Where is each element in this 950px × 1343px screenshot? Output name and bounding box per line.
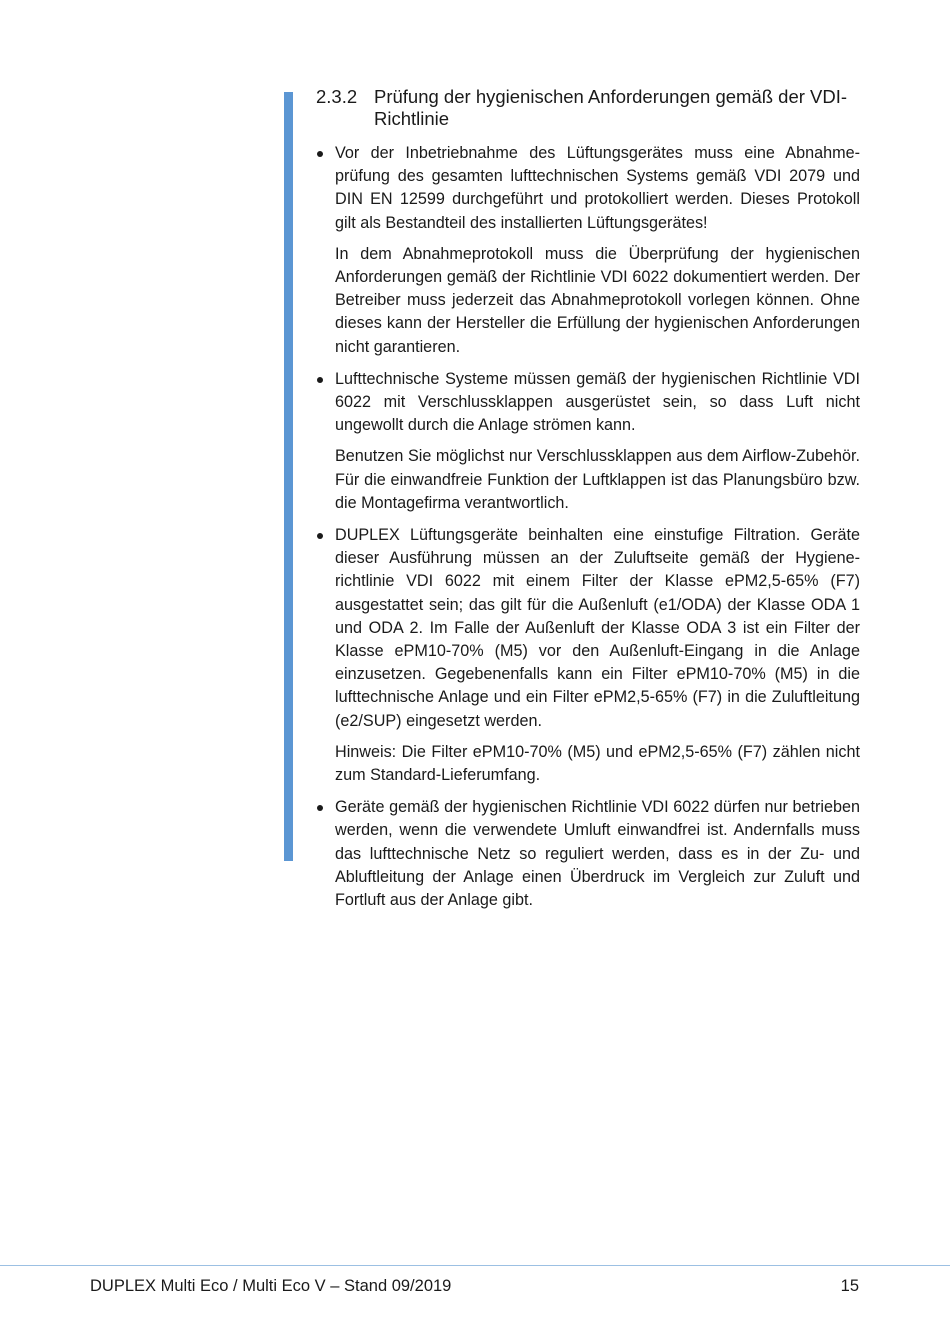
paragraph: In dem Abnahmeprotokoll muss die Überprüfung der hygienischen Anforderungen gemäß der Richtlinie VDI 6022 dokumentiert werden. Der Betreiber muss jederzeit das Abnahmeprotokoll vorlegen können. Ohne dieses kann der Hersteller die Erfüllung der hygienischen Anforderungen nicht garantieren. (335, 244, 860, 356)
paragraph: Benutzen Sie möglichst nur Verschlussklappen aus dem Airflow-Zubehör. Für die einwandfreie Funktion der Luftklappen ist das Planungsbüro bzw. die Montagefirma verantwortlich. (335, 447, 860, 512)
paragraph: Lufttechnische Systeme müssen gemäß der hygienischen Richtlinie VDI 6022 mit Verschlussklappen ausgerüstet sein, so dass Luft nicht ungewollt durch die Anlage strömen kann. (335, 369, 860, 435)
section-heading (316, 86, 860, 130)
bullet-icon (317, 377, 323, 383)
requirements-list (316, 142, 860, 912)
section-title: Prüfung der hygienischen Anforderungen gemäß der VDI-Richtlinie (374, 86, 848, 129)
footer-divider (0, 1265, 950, 1266)
footer-document-title: DUPLEX Multi Eco / Multi Eco V – Stand 09/2019 (90, 1277, 452, 1295)
section-content (316, 86, 860, 921)
list-item (316, 142, 860, 359)
page-number: 15 (840, 1277, 859, 1295)
list-item (316, 796, 860, 912)
section-marker-bar (284, 92, 293, 861)
paragraph: DUPLEX Lüftungsgeräte beinhalten eine einstufige Filtration. Geräte dieser Ausführung müssen an der Zuluftseite gemäß der Hygienerichtlinie VDI 6022 mit einem Filter der Klasse ePM2,5-65% (F7) ausgestattet sein; das gilt für die Außenluft (e1/ODA) der Klasse ODA 1 und ODA 2. Im Falle der Außenluft der Klasse ODA 3 ist ein Filter der Klasse ePM10-70% (M5) vor den Außenluft-Eingang in die Anlage einzusetzen. Gegebenenfalls kann ein Filter ePM10-70% (M5) in die lufttechnische Anlage und ein Filter ePM2,5-65% (F7) in die Zuluftleitung (e2/SUP) eingesetzt werden. (335, 526, 860, 730)
paragraph: Vor der Inbetriebnahme des Lüftungsgerätes muss eine Abnahmeprüfung des gesamten lufttechnischen Systems gemäß VDI 2079 und DIN EN 12599 durchgeführt und protokolliert werden. Dieses Protokoll gilt als Bestandteil des installierten Lüftungsgerätes! (335, 144, 860, 232)
bullet-icon (317, 533, 323, 539)
list-item (316, 524, 860, 787)
paragraph: Hinweis: Die Filter ePM10-70% (M5) und ePM2,5-65% (F7) zählen nicht zum Standard-Lieferumfang. (335, 742, 860, 785)
paragraph: Geräte gemäß der hygienischen Richtlinie VDI 6022 dürfen nur betrieben werden, wenn die verwendete Umluft einwandfrei ist. Andernfalls muss das lufttechnische Netz so reguliert werden, dass es in der Zu- und Abluftleitung der Anlage einen Überdruck im Vergleich zur Zuluft und Fortluft aus der Anlage gibt. (335, 798, 860, 910)
bullet-icon (317, 151, 323, 157)
section-number: 2.3.2 (316, 86, 358, 107)
bullet-icon (317, 805, 323, 811)
list-item (316, 368, 860, 515)
